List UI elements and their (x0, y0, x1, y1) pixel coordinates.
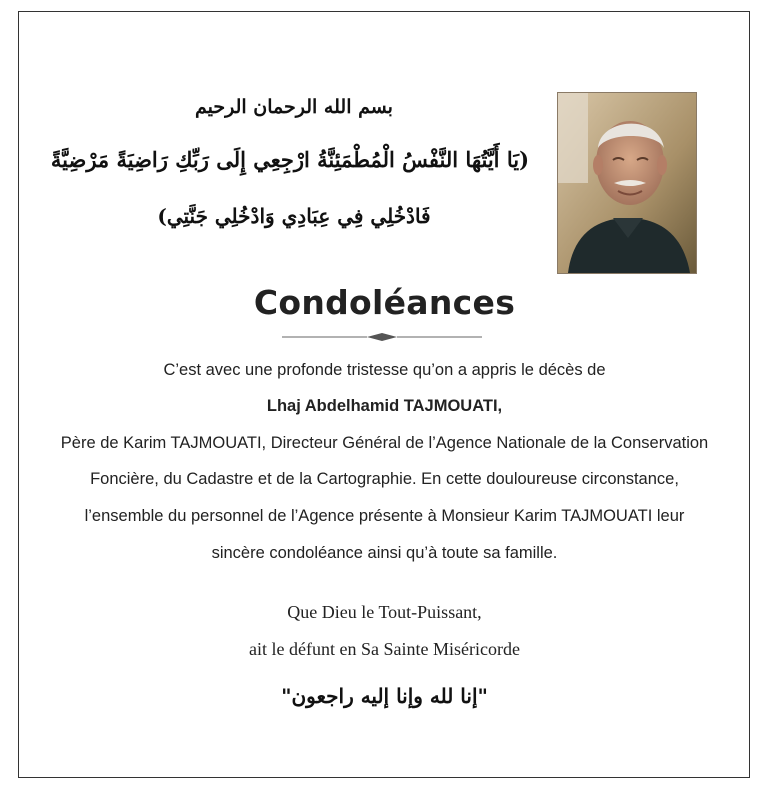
announcement-line-3: Père de Karim TAJMOUATI, Directeur Général de l’Agence Nationale de la Conservation (60, 434, 709, 452)
prayer-line-1: Que Dieu le Tout-Puissant, (287, 602, 482, 622)
condolence-card (18, 11, 750, 778)
prayer-line-2: ait le défunt en Sa Sainte Miséricorde (249, 639, 520, 659)
ornament-divider (282, 330, 482, 344)
quran-verse-line-2: فَادْخُلِي فِي عِبَادِي وَادْخُلِي جَنَّتِي) (157, 204, 431, 228)
announcement-line-4: Foncière, du Cadastre et de la Cartographie. En cette douloureuse circonstance, (90, 470, 679, 488)
announcement-line-1: C’est avec une profonde tristesse qu’on a appris le décès de (163, 361, 606, 379)
deceased-name: Lhaj Abdelhamid TAJMOUATI, (266, 397, 503, 415)
announcement-line-5: l’ensemble du personnel de l’Agence présente à Monsieur Karim TAJMOUATI leur (84, 507, 685, 525)
closing-verse: "إنا لله وإنا إليه راجعون" (281, 684, 488, 708)
portrait-photo (557, 92, 697, 274)
page-title: Condoléances (253, 283, 516, 322)
portrait-photo-icon (558, 93, 696, 273)
announcement-line-6: sincère condoléance ainsi qu’à toute sa famille. (211, 544, 558, 562)
basmala: بسم الله الرحمان الرحيم (195, 96, 393, 118)
quran-verse-line-1: (يَا أَيَّتُهَا النَّفْسُ الْمُطْمَئِنَّةُ ارْجِعِي إِلَى رَبِّكِ رَاضِيَةً مَرْضِيَّةً (50, 147, 529, 172)
